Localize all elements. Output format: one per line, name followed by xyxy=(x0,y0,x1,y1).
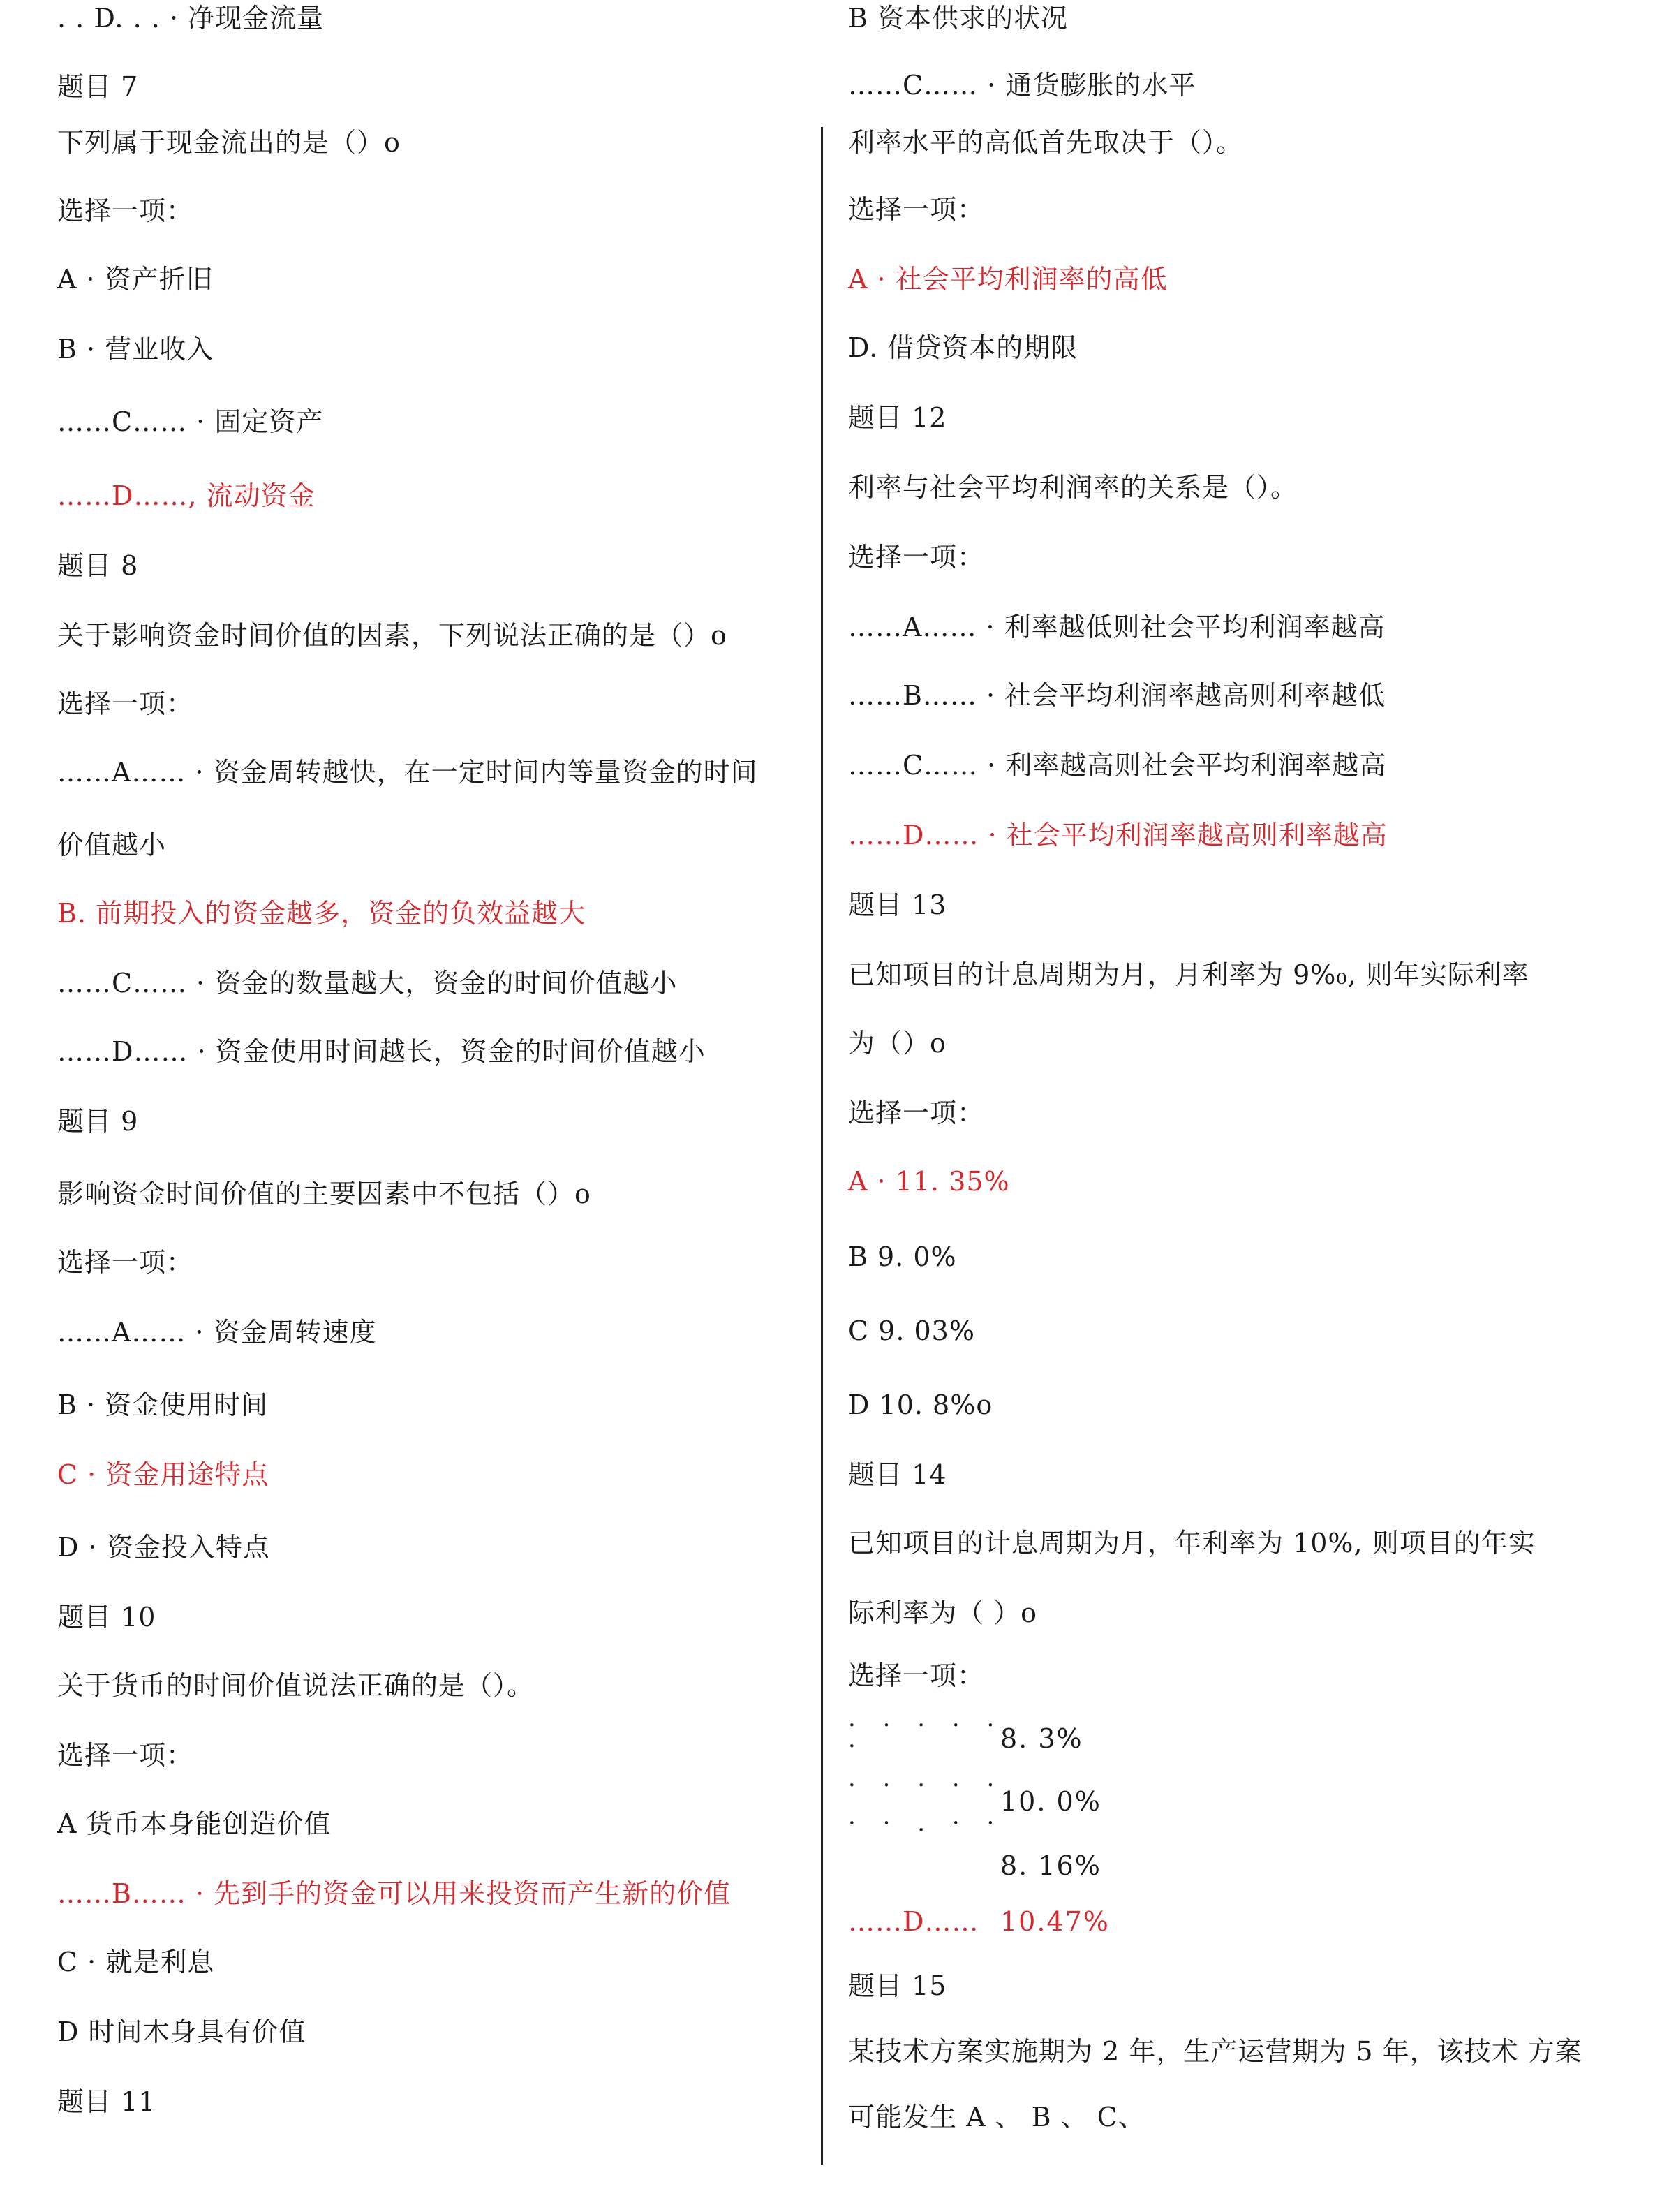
option-line: ……D…… · 资金使用时间越长，资金的时间价值越小 xyxy=(57,1036,706,1067)
option-value: 8. 16% xyxy=(1000,1850,1101,1881)
correct-option-line: C · 资金用途特点 xyxy=(57,1459,269,1490)
question-stem: 关于影响资金时间价值的因素，下列说法正确的是（）o xyxy=(57,620,727,651)
option-value: 8. 3% xyxy=(1000,1723,1083,1754)
option-line: ……C…… · 利率越高则社会平均利润率越高 xyxy=(848,750,1387,781)
question-title: 题目 8 xyxy=(57,550,139,581)
choose-one-label: 选择一项： xyxy=(848,194,985,225)
option-line: D 时间木身具有价值 xyxy=(57,2016,306,2047)
option-line: C 9. 03% xyxy=(848,1315,975,1346)
question-stem: 影响资金时间价值的主要因素中不包括（）o xyxy=(57,1179,591,1209)
choose-one-label: 选择一项： xyxy=(848,1660,985,1691)
question-title: 题目 13 xyxy=(848,890,947,920)
option-line: D 10. 8%o xyxy=(848,1389,993,1420)
choose-one-label: 选择一项： xyxy=(57,196,194,226)
question-title: 题目 10 xyxy=(57,1602,156,1632)
question-stem: 已知项目的计息周期为月，月利率为 9%₀, 则年实际利率 xyxy=(848,959,1529,990)
option-line: D · 资金投入特点 xyxy=(57,1532,270,1563)
option-dots: · · · · · · xyxy=(848,1711,1004,1760)
option-line: A · 资产折旧 xyxy=(57,264,214,295)
question-stem: 利率水平的高低首先取决于（）。 xyxy=(848,127,1244,158)
option-line: . . D. . . · 净现金流量 xyxy=(57,3,325,34)
correct-option-line: ……D……, 流动资金 xyxy=(57,480,316,511)
choose-one-label: 选择一项： xyxy=(848,542,985,573)
question-title: 题目 7 xyxy=(57,71,139,102)
question-stem: 关于货币的时间价值说法正确的是（）。 xyxy=(57,1670,535,1701)
option-value: 10. 0% xyxy=(1000,1786,1101,1817)
option-line: ……B…… · 社会平均利润率越高则利率越低 xyxy=(848,680,1386,711)
question-title: 题目 12 xyxy=(848,402,947,433)
question-stem: 下列属于现金流出的是（）o xyxy=(57,127,401,158)
column-divider xyxy=(821,127,823,2165)
question-title: 题目 9 xyxy=(57,1106,139,1137)
option-line: ……C…… · 通货膨胀的水平 xyxy=(848,70,1196,101)
question-stem: 某技术方案实施期为 2 年，生产运营期为 5 年，该技术 方案 xyxy=(848,2036,1582,2067)
question-title: 题目 14 xyxy=(848,1459,947,1490)
correct-option-value: 10.47% xyxy=(1000,1906,1110,1937)
question-stem: 利率与社会平均利润率的关系是（）。 xyxy=(848,472,1298,503)
option-line: ……A…… · 资金周转越快，在一定时间内等量资金的时间 xyxy=(57,757,758,788)
option-line: B 资本供求的状况 xyxy=(848,3,1069,34)
question-stem-continued: 际利率为（ ）o xyxy=(848,1598,1037,1628)
correct-option-line: ……D…… · 社会平均利润率越高则利率越高 xyxy=(848,820,1388,850)
option-line: B 9. 0% xyxy=(848,1241,957,1272)
choose-one-label: 选择一项： xyxy=(57,688,194,719)
correct-option-line: A · 社会平均利润率的高低 xyxy=(848,264,1168,295)
question-stem: 已知项目的计息周期为月，年利率为 10%, 则项目的年实 xyxy=(848,1528,1536,1558)
option-line: ……A…… · 资金周转速度 xyxy=(57,1317,377,1348)
correct-option-line: B. 前期投入的资金越多，资金的负效益越大 xyxy=(57,898,586,929)
option-line: ……C…… · 资金的数量越大，资金的时间价值越小 xyxy=(57,968,678,998)
correct-option-line: ……B…… · 先到手的资金可以用来投资而产生新的价值 xyxy=(57,1878,732,1909)
q14-options xyxy=(848,1711,1267,1938)
option-dots: · · . · · xyxy=(848,1809,1004,1837)
option-line: ……C…… · 固定资产 xyxy=(57,406,324,437)
option-dots: · · · · · xyxy=(848,1771,1004,1799)
option-line: A 货币本身能创造价值 xyxy=(57,1808,332,1839)
option-line: C · 就是利息 xyxy=(57,1947,215,1977)
question-stem-continued: 可能发生 A 、 B 、 C、 xyxy=(848,2102,1145,2132)
question-stem-continued: 为（）o xyxy=(848,1028,947,1059)
option-line: B · 营业收入 xyxy=(57,334,214,364)
correct-option-line: A · 11. 35% xyxy=(848,1166,1010,1197)
choose-one-label: 选择一项： xyxy=(57,1247,194,1278)
option-line: ……A…… · 利率越低则社会平均利润率越高 xyxy=(848,612,1386,642)
choose-one-label: 选择一项： xyxy=(57,1740,194,1771)
question-title: 题目 11 xyxy=(57,2086,156,2117)
option-line: B · 资金使用时间 xyxy=(57,1389,269,1420)
choose-one-label: 选择一项： xyxy=(848,1098,985,1128)
correct-option-marker: ……D…… xyxy=(848,1906,979,1937)
option-line: D. 借贷资本的期限 xyxy=(848,332,1078,363)
option-line-continued: 价值越小 xyxy=(57,830,167,860)
question-title: 题目 15 xyxy=(848,1970,947,2001)
